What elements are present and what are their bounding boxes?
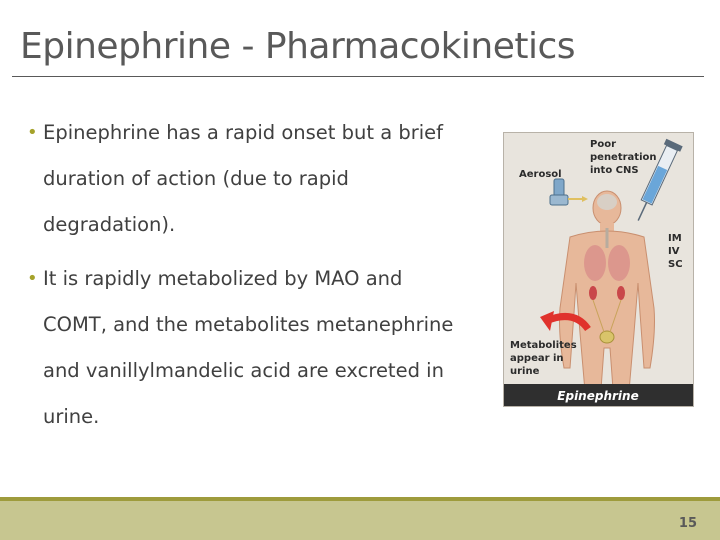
footer-bar [0,497,720,540]
bullet-list [27,110,467,440]
figure-caption: Epinephrine [557,389,639,403]
bullet-item: • Epinephrine has a rapid onset but a brief duration of action (due to rapid degradation). [27,110,467,248]
label-aerosol: Aerosol [519,169,562,180]
footer-accent-line [0,497,720,501]
page-number: 15 [678,516,697,531]
label-metabolites-urine: Metabolites appear in urine [510,340,577,377]
aerosol-inhaler-icon [550,179,588,205]
epinephrine-pharmacokinetics-illustration [503,132,694,407]
title-divider [12,76,704,77]
label-poor-penetration: Poor penetration into CNS [590,139,657,176]
bullet-item: • It is rapidly metabolized by MAO and COMT, and the metabolites metanephrine and vanillylmandelic acid are excreted in urine. [27,256,467,440]
slide-title: Epinephrine - Pharmacokinetics [20,26,576,67]
label-administration-routes: IM IV SC [668,233,683,270]
human-body-icon [560,191,655,403]
